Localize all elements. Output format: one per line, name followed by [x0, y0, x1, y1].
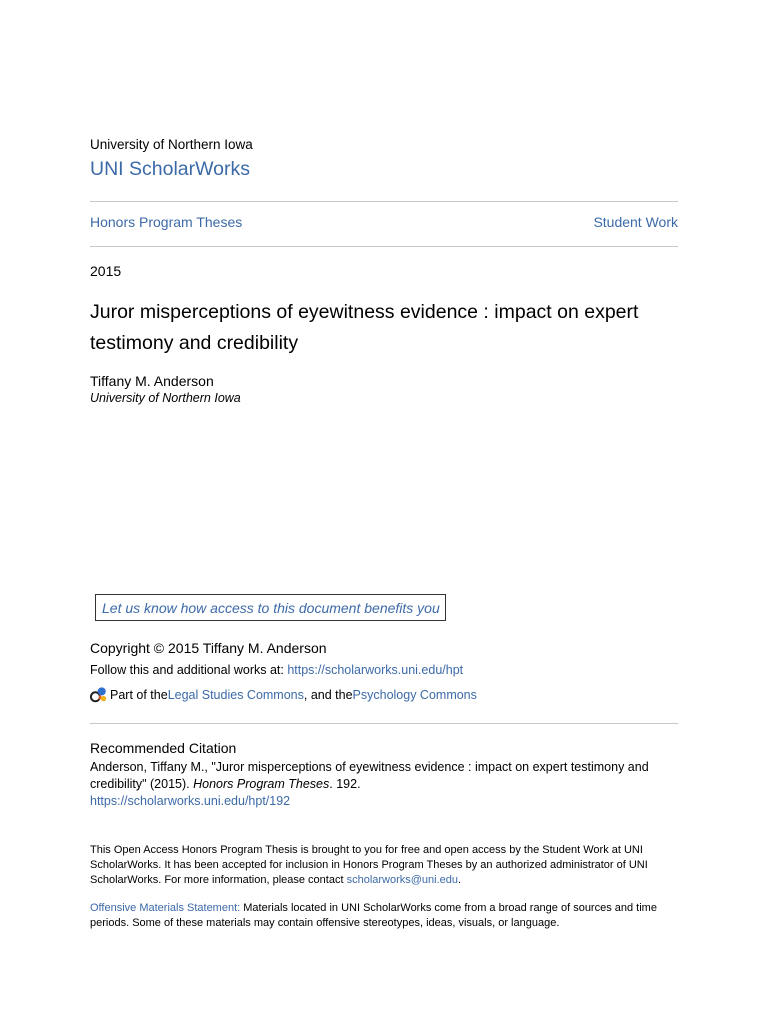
- follow-url-link[interactable]: https://scholarworks.uni.edu/hpt: [287, 663, 464, 677]
- divider: [90, 201, 678, 202]
- divider: [90, 723, 678, 724]
- citation-url-link[interactable]: https://scholarworks.uni.edu/hpt/192: [90, 794, 291, 808]
- publication-year: 2015: [90, 263, 122, 279]
- citation-series: Honors Program Theses: [193, 777, 330, 791]
- part-of-line: [90, 686, 477, 704]
- follow-line: [90, 663, 463, 677]
- benefit-feedback-link[interactable]: Let us know how access to this document benefits you: [95, 594, 446, 621]
- author-affiliation: University of Northern Iowa: [90, 391, 241, 405]
- copyright-notice: Copyright © 2015 Tiffany M. Anderson: [90, 640, 327, 656]
- network-icon: [90, 686, 108, 704]
- offensive-materials-text: Materials located in UNI ScholarWorks come from a broad range of sources and time periods. Some of these materials may contain offensive stereotypes, ideas, visuals, or language.: [90, 902, 657, 929]
- citation-number: . 192.: [329, 777, 361, 791]
- open-access-end: .: [458, 874, 462, 886]
- citation-text: [90, 759, 678, 810]
- divider: [90, 246, 678, 247]
- citation-body: Anderson, Tiffany M., "Juror misperceptions of eyewitness evidence : impact on expert testimony and credibility" (2015).: [90, 760, 649, 791]
- part-of-middle: , and the: [303, 688, 353, 702]
- open-access-statement: [90, 843, 678, 888]
- recommended-citation-heading: Recommended Citation: [90, 740, 237, 756]
- follow-prefix: Follow this and additional works at:: [90, 663, 288, 677]
- series-link[interactable]: Honors Program Theses: [90, 214, 243, 230]
- offensive-materials-statement: [90, 901, 678, 931]
- offensive-materials-link[interactable]: Offensive Materials Statement:: [90, 902, 241, 914]
- author-name: Tiffany M. Anderson: [90, 373, 214, 389]
- part-of-prefix: Part of the: [110, 688, 168, 702]
- open-access-text: This Open Access Honors Program Thesis is brought to you for free and open access by the Student Work at UNI ScholarWorks. It has been accepted for inclusion in Honors Program Theses by an authorized administrator of UNI ScholarWorks. For more information, please contact: [90, 844, 648, 886]
- contact-email-link[interactable]: scholarworks@uni.edu: [346, 874, 459, 886]
- legal-studies-commons-link[interactable]: Legal Studies Commons: [167, 688, 304, 702]
- document-title: Juror misperceptions of eyewitness evidence : impact on expert testimony and credibility: [90, 301, 639, 354]
- repository-link[interactable]: UNI ScholarWorks: [90, 158, 251, 180]
- psychology-commons-link[interactable]: Psychology Commons: [352, 688, 477, 702]
- institution-name: University of Northern Iowa: [90, 137, 253, 152]
- collection-link[interactable]: Student Work: [593, 214, 678, 230]
